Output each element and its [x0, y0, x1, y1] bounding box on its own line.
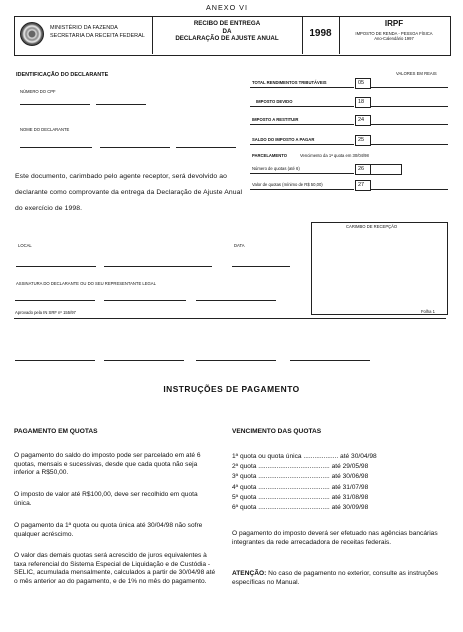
value-field-refund[interactable]	[370, 124, 448, 125]
quota-value-num: 27	[358, 182, 365, 188]
attention-note	[232, 570, 446, 587]
instruction-p5: O pagamento do imposto deverá ser efetuado nas agências bancárias integrantes da rede arrecadadora de receitas federais.	[232, 530, 438, 546]
cpf-field[interactable]	[20, 104, 90, 105]
schedule-row: 5ª quota ....................................... até 31/08/98	[232, 493, 369, 501]
cut-line	[15, 360, 95, 361]
installment-note: Vencimento da 1ª quota em 30/04/98	[300, 153, 369, 158]
coat-of-arms-icon	[20, 22, 44, 46]
year: 1998	[309, 28, 332, 39]
instruction-p1: O pagamento do saldo do imposto pode ser parcelado em até 6 quotas, mensais e sucessivas, desde que cada quota não seja inferior a R$50,00.	[14, 452, 201, 477]
local-label: LOCAL	[18, 243, 32, 248]
row-label-refund: IMPOSTO A RESTITUIR	[252, 117, 299, 122]
row-label-due: IMPOSTO DEVIDO	[256, 99, 293, 104]
schedule-row: 3ª quota ....................................... até 30/06/98	[232, 473, 369, 481]
schedule-row: 4ª quota ....................................... até 31/07/98	[232, 483, 369, 491]
schedule-row: 6ª quota ....................................... até 30/09/98	[232, 504, 369, 512]
schedule-list	[232, 452, 446, 513]
name-field[interactable]	[20, 147, 92, 148]
cpf-label: NÚMERO DO CPF	[20, 89, 56, 94]
value-field-total[interactable]	[370, 87, 448, 88]
instructions-title: INSTRUÇÕES DE PAGAMENTO	[163, 384, 300, 394]
quota-count-label: Número de quotas (até 6)	[252, 166, 300, 171]
irpf-subtitle: IMPOSTO DE RENDA - PESSOA FÍSICA Ano-Calendário 1997	[355, 31, 433, 41]
receipt-text: Este documento, carimbado pelo agente receptor, será devolvido ao declarante como comprovante da entrega da Declaração de Ajuste Anual do exercício de 1998.	[15, 173, 243, 212]
schedule-title: VENCIMENTO DAS QUOTAS	[232, 428, 322, 435]
row-num-balance: 25	[358, 137, 365, 143]
row-label-balance: SALDO DO IMPOSTO A PAGAR	[252, 137, 315, 142]
values-header: VALORES EM REAIS	[396, 71, 437, 76]
signature-label: ASSINATURA DO DECLARANTE OU DO SEU REPRESENTANTE LEGAL	[16, 281, 156, 286]
attention-label: ATENÇÃO:	[232, 570, 267, 577]
quota-value-field[interactable]	[370, 189, 448, 190]
identification-label: IDENTIFICAÇÃO DO DECLARANTE	[16, 72, 109, 78]
stamp-box	[311, 222, 448, 315]
approval-label: Aprovado pela IN SRF nº 155/97	[15, 310, 76, 315]
row-num-refund: 24	[358, 117, 365, 123]
schedule-row: 2ª quota ....................................... até 29/05/98	[232, 463, 369, 471]
installment-label: PARCELAMENTO	[252, 153, 287, 158]
quotas-title: PAGAMENTO EM QUOTAS	[14, 428, 98, 435]
signature-field[interactable]	[15, 300, 95, 301]
date-label: DATA	[234, 243, 245, 248]
annex-label: ANEXO VI	[206, 3, 248, 12]
receipt-title: RECIBO DE ENTREGA DA DECLARAÇÃO DE AJUSTE ANUAL	[175, 20, 279, 42]
quota-count-num: 26	[358, 166, 365, 172]
form-bottom-rule	[14, 318, 446, 319]
row-label-total: TOTAL RENDIMENTOS TRIBUTÁVEIS	[252, 80, 327, 85]
quota-count-field[interactable]	[370, 164, 402, 175]
quota-value-label: Valor de quotas (mínimo de R$ 50,00)	[252, 182, 323, 187]
name-label: NOME DO DECLARANTE	[20, 127, 70, 132]
irpf-label: IRPF	[384, 19, 404, 28]
stamp-label: CARIMBO DE RECEPÇÃO	[346, 224, 398, 229]
instruction-p4: O valor das demais quotas será acrescido de juros equivalentes à taxa referencial do Sistema Especial de Liquidação e de Custódia - SELIC, acumulada mensalmente, calculados a partir de 30/04/98 até o mês anterior ao do pagamento, e de 1% no mês do pagamento.	[14, 552, 216, 585]
row-num-due: 18	[358, 99, 365, 105]
instruction-p3: O pagamento da 1ª quota ou quota única até 30/04/98 não sofre qualquer acréscimo.	[14, 522, 203, 538]
attention-text: No caso de pagamento no exterior, consulte as instruções específicas no Manual.	[232, 570, 438, 586]
secretariat-name: SECRETARIA DA RECEITA FEDERAL	[50, 33, 145, 39]
ministry-name: MINISTÉRIO DA FAZENDA	[50, 25, 118, 31]
page-label: Folha 1	[421, 309, 435, 314]
local-field[interactable]	[16, 266, 96, 267]
row-num-total: 05	[358, 80, 365, 86]
date-field[interactable]	[232, 266, 290, 267]
value-field-balance[interactable]	[370, 144, 448, 145]
schedule-row: 1ª quota ou quota única ................... até 30/04/98	[232, 453, 377, 460]
instruction-p2: O imposto de valor até R$100,00, deve ser recolhido em quota única.	[14, 491, 198, 507]
value-field-due[interactable]	[370, 106, 448, 107]
